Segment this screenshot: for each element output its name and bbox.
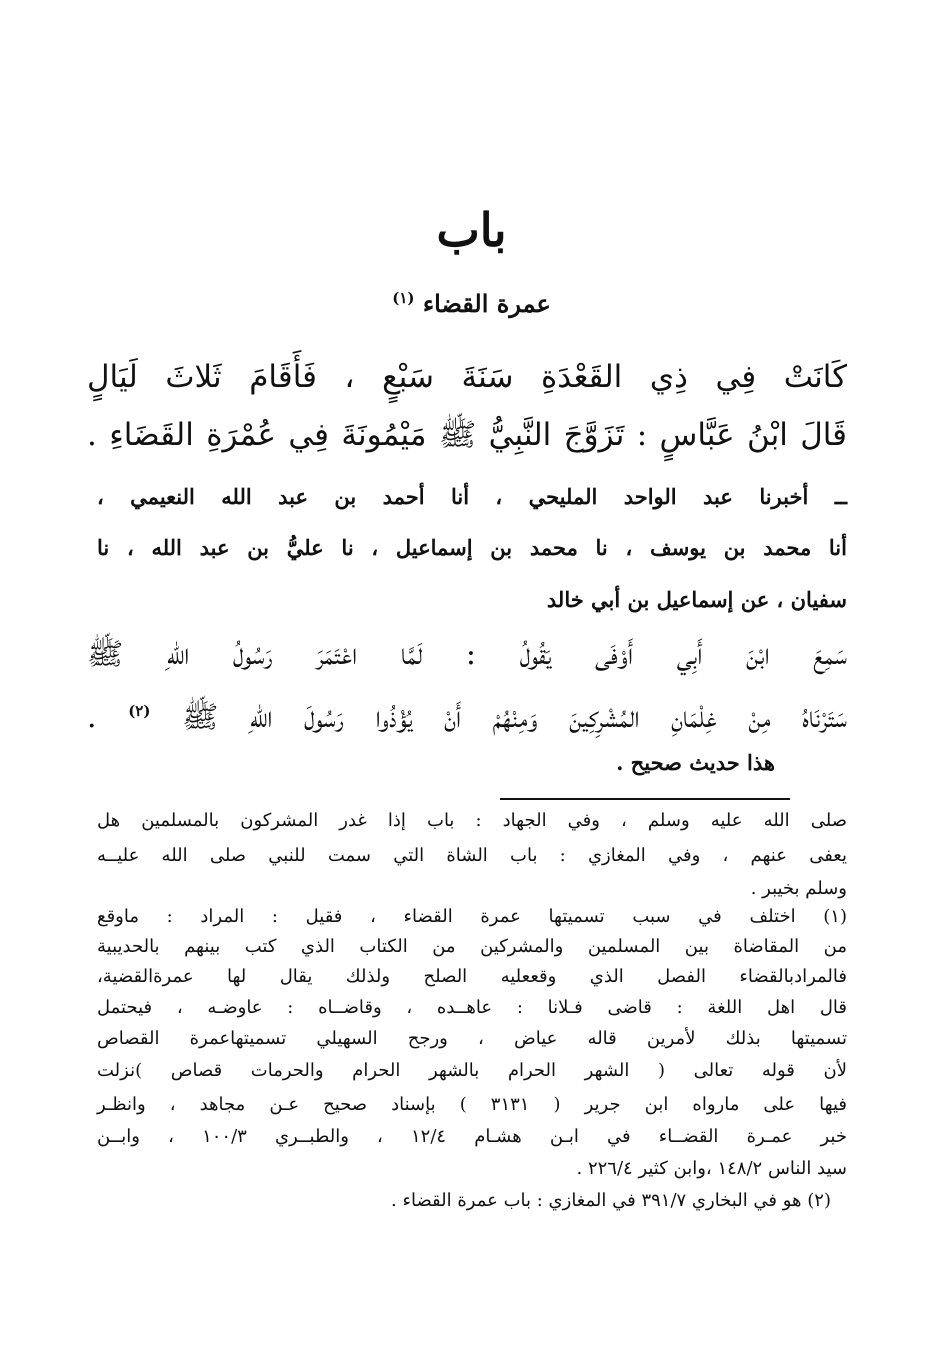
footnote-line: (٢) هو في البخاري ٣٩١/٧ في المغازي : باب عمرة القضاء . (391, 1190, 831, 1211)
hadith-grade: هذا حديث صحيح . (616, 750, 775, 775)
isnad-line: سفيان ، عن إسماعيل بن أبي خالد (546, 587, 847, 612)
hadith-line-text: سَتَرْنَاهُ مِنْ غِلْمَانِ المُشْرِكِينَ وَمِنْهُمْ أَنْ يُؤْذُوا رَسُولَ اللهِ ﷺ (182, 700, 847, 735)
footnote-marker-1: (١) (392, 289, 415, 307)
footnote-line: يعفى عنهم ، وفي المغازي : باب الشاة التي سمت للنبي صلى الله عليــه (97, 845, 847, 866)
footnote-line: قال اهل اللغة : قاضى فـلانا : عاهــده ، وقاضــاه : عاوضـه ، فيحتمل (97, 997, 847, 1018)
hadith-line: سَمِعَ ابْنَ أَبِي أَوْفَى يَقُولُ : لَمَّا اعْتَمَرَ رَسُولُ اللهِ ﷺ (87, 637, 847, 672)
chapter-subtitle-text: عمرة القضاء (422, 289, 551, 318)
footnote-line: وسلم بخيبر . (750, 878, 847, 899)
footnote-line: صلى الله عليه وسلم ، وفي الجهاد : باب إذا غدر المشركون بالمسلمين هل (97, 810, 847, 831)
footnote-line: فالمرادبالقضاء الفصل الذي وقععليه الصلح ولذلك يقال لها عمرةالقضية، (97, 966, 847, 987)
footnote-line: (١) اختلف في سبب تسميتها عمرة القضاء ، فقيل : المراد : ماوقع (97, 906, 847, 927)
footnote-line: سيد الناس ١٤٨/٢ ،وابن كثير ٢٢٦/٤ . (576, 1158, 847, 1179)
footnote-divider (500, 798, 790, 800)
footnote-marker-2: (٢) (128, 702, 151, 720)
intro-line: قَالَ ابْنُ عَبَّاسٍ : تَزَوَّجَ النَّبِيُّ ﷺ مَيْمُونَةَ فِي عُمْرَةِ القَضَاءِ . (87, 417, 847, 453)
chapter-subtitle (0, 278, 943, 324)
footnote-line: لأن قوله تعالى ( الشهر الحرام بالشهر الحرام والحرمات قصاص )نزلت (97, 1060, 847, 1081)
intro-line: كَانَتْ فِي ذِي القَعْدَةِ سَنَةَ سَبْعٍ ، فَأَقَامَ ثَلاثَ لَيَالٍ (87, 359, 847, 395)
chapter-heading: باب (436, 203, 507, 257)
footnote-line: فيها على مارواه ابن جرير ( ٣١٣١ ) بإسناد صحيح عـن مجاهد ، وانظـر (97, 1094, 847, 1115)
isnad-line: أنا محمد بن يوسف ، نا محمد بن إسماعيل ، نا عليُّ بن عبد الله ، نا (97, 535, 847, 560)
isnad-line: ــ أخبرنا عبد الواحد المليحي ، أنا أحمد بن عبد الله النعيمي ، (97, 484, 847, 509)
hadith-end-mark: . (87, 700, 97, 735)
footnote-line: خبر عمـرة القضــاء في ابـن هشـام ١٢/٤ ، والطبــري ١٠٠/٣ ، وابــن (97, 1126, 847, 1147)
hadith-line (87, 686, 847, 743)
footnote-line: من المقاضاة بين المسلمين والمشركين من الكتاب الذي كتب بينهم بالحديبية (97, 936, 847, 957)
footnote-line: تسميتها بذلك لأمرين قاله عياض ، ورجح السهيلي تسميتهاعمرة القصاص (97, 1028, 847, 1049)
